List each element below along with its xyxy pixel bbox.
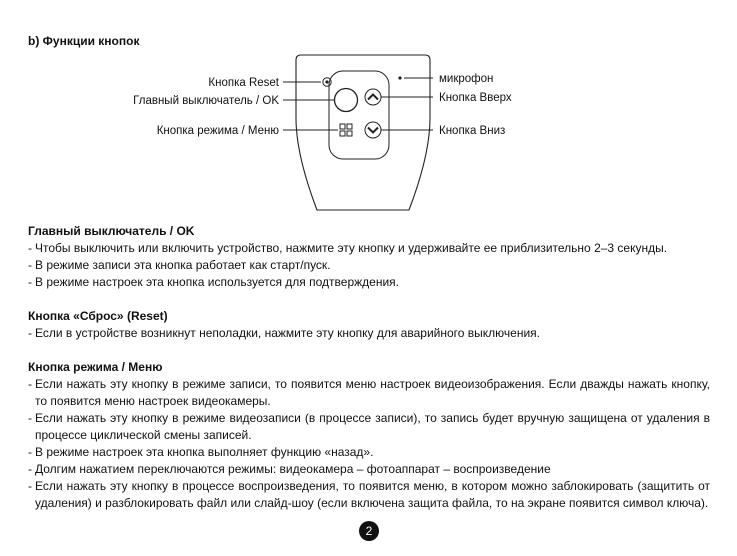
label-reset: Кнопка Reset: [208, 77, 279, 89]
list-item: - В режиме настроек эта кнопка используется для подтверждения.: [28, 275, 400, 289]
block-heading: Кнопка «Сброс» (Reset): [28, 309, 168, 323]
down-button-icon: [365, 122, 381, 138]
block-heading: Главный выключатель / OK: [28, 224, 195, 238]
list-item: - Если нажать эту кнопку в режиме записи, то появится меню настроек видеоизображения. Если дважды нажать кнопку, то появится меню настроек видеокамеры.: [28, 377, 710, 408]
block-heading: Кнопка режима / Меню: [28, 360, 163, 374]
list-item: - Чтобы выключить или включить устройство, нажмите эту кнопку и удерживайте ее приблизительно 2–3 секунды.: [28, 241, 668, 255]
block-reset: [28, 308, 710, 342]
list-item: - Если нажать эту кнопку в режиме видеозаписи (в процессе записи), то запись будет вручную защищена от удаления в процессе циклической смены записей.: [28, 411, 710, 442]
device-diagram: [0, 0, 737, 225]
label-up: Кнопка Вверх: [439, 92, 512, 104]
list-item: - Если в устройстве возникнут неполадки, нажмите эту кнопку для аварийного выключения.: [28, 326, 540, 340]
block-main-switch: [28, 223, 710, 291]
list-item: - В режиме записи эта кнопка работает как старт/пуск.: [28, 258, 331, 272]
label-microphone: микрофон: [439, 73, 494, 85]
block-mode-menu: [28, 359, 710, 512]
power-ok-button-icon: [335, 89, 358, 112]
section-title: b) Функции кнопок: [28, 34, 140, 48]
label-mode-menu: Кнопка режима / Меню: [156, 125, 279, 137]
label-down: Кнопка Вниз: [439, 125, 506, 137]
list-item: - В режиме настроек эта кнопка выполняет функцию «назад».: [28, 445, 374, 459]
list-item: - Если нажать эту кнопку в процессе воспроизведения, то появится меню, в котором можно заблокировать (защитить от удаления) и разблокировать файл или слайд-шоу (если включена защита файла, то на экране появится символ ключа).: [28, 479, 710, 510]
content: [28, 223, 710, 529]
up-button-icon: [365, 89, 381, 105]
page-number: 2: [359, 521, 379, 541]
list-item: - Долгим нажатием переключаются режимы: видеокамера – фотоаппарат – воспроизведение: [28, 462, 551, 476]
label-main-switch: Главный выключатель / OK: [133, 95, 279, 107]
control-panel: [329, 71, 389, 159]
microphone-icon: [398, 76, 401, 79]
